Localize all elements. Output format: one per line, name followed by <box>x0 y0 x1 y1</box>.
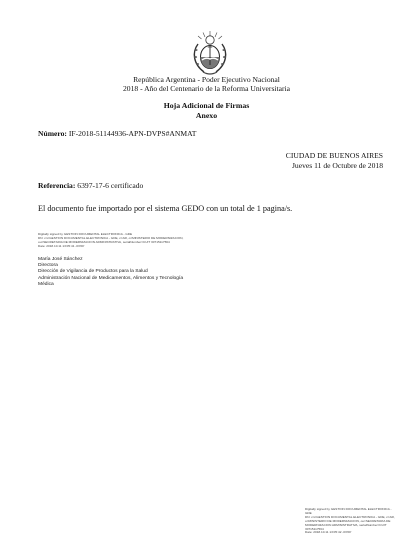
footer-stamp-line: o=MINISTERIO DE MODERNIZACION, ou=SECRETARIA DE <box>305 518 391 523</box>
referencia-value: 6397-17-6 certificado <box>77 181 144 190</box>
numero-label: Número: <box>38 129 67 138</box>
header-year-motto: 2018 - Año del Centenario de la Reforma Universitaria <box>122 84 290 93</box>
digital-signature-line: Digitally signed by GESTION DOCUMENTAL ELECTRONICA - GDE <box>38 232 133 236</box>
page-title: Hoja Adicional de Firmas <box>163 101 250 110</box>
page-subtitle: Anexo <box>195 111 218 120</box>
signer-org-line: Administración Nacional de Medicamentos, Alimentos y Tecnología <box>38 275 184 281</box>
digital-signature-line: ou=SECRETARIA DE MODERNIZACION ADMINISTRATIVA, serialNumber=CUIT 30715117564 <box>38 239 170 244</box>
footer-stamp-line: GDE <box>305 510 312 515</box>
footer-stamp-line: 30715117564 <box>305 526 324 531</box>
coat-of-arms-seal <box>190 30 230 76</box>
footer-stamp-line: DN: cn=GESTION DOCUMENTAL ELECTRONICA - GDE, c=AR, <box>305 514 395 519</box>
footer-stamp-line: Digitally signed by GESTION DOCUMENTAL ELECTRONICA - <box>305 507 392 511</box>
signer-org-line: Dirección de Vigilancia de Productos para la Salud <box>38 269 148 275</box>
digital-signature-block <box>38 233 183 249</box>
signer-name: María José Sánchez <box>38 257 83 262</box>
digital-signature-line: Date: 2018.10.11 13:05:41 -03'00' <box>38 243 85 248</box>
location-date: Jueves 11 de Octubre de 2018 <box>291 161 383 170</box>
signer-role: Directora <box>38 263 58 269</box>
header-republica: República Argentina - Poder Ejecutivo Nacional <box>133 75 280 84</box>
footer-signature-stamp <box>305 508 395 535</box>
digital-signature-line: DN: cn=GESTION DOCUMENTAL ELECTRONICA - GDE, c=AR, o=MINISTERIO DE MODERNIZACION, <box>38 235 184 240</box>
numero-value: IF-2018-51144936-APN-DVPS#ANMAT <box>68 129 197 138</box>
referencia-label: Referencia: <box>38 181 76 190</box>
signer-block <box>38 257 183 288</box>
footer-stamp-line: Date: 2018.10.11 13:05:42 -03'00' <box>305 530 352 535</box>
numero-row <box>38 129 196 138</box>
body-text: El documento fue importado por el sistema GEDO con un total de 1 pagina/s. <box>38 204 293 213</box>
signer-org-line: Médica <box>38 281 54 287</box>
referencia-row <box>38 181 143 190</box>
location-city: CIUDAD DE BUENOS AIRES <box>285 151 383 160</box>
footer-stamp-line: MODERNIZACION ADMINISTRATIVA, serialNumber=CUIT <box>305 522 387 527</box>
